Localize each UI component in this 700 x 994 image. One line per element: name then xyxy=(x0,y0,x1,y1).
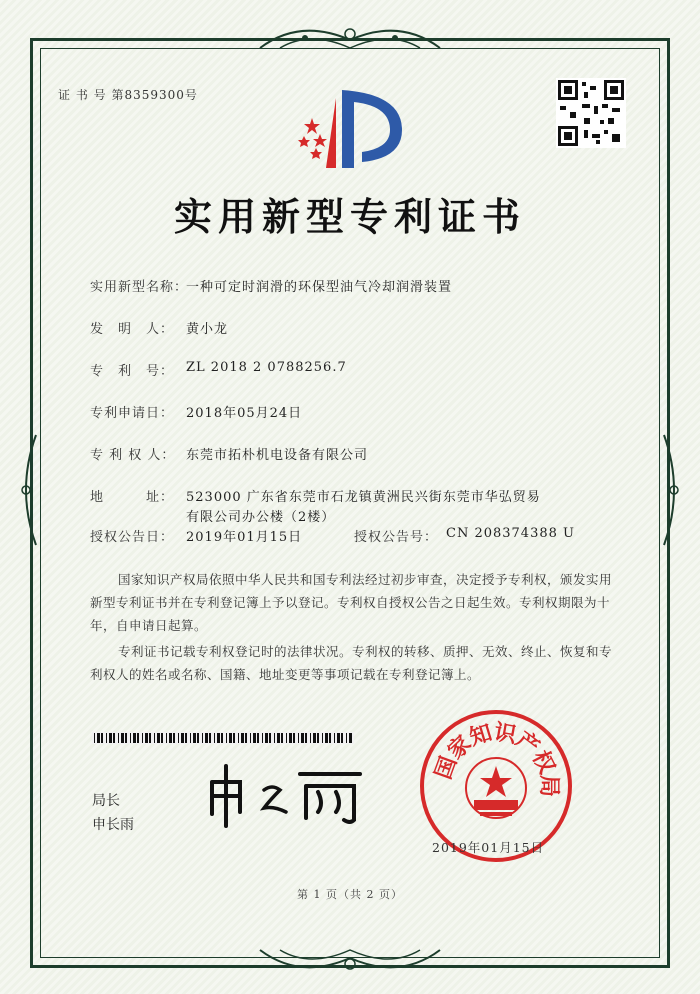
inventor-label: 发 明 人： xyxy=(90,322,175,337)
filing-date-label: 专利申请日： xyxy=(90,406,175,421)
patent-office-logo xyxy=(290,88,410,170)
bottom-ornament xyxy=(250,940,450,980)
certificate-number: 证 书 号 第8359300号 xyxy=(58,88,198,102)
signatory-name: 申长雨 xyxy=(92,817,134,833)
patentee-label: 专 利 权 人： xyxy=(90,448,176,463)
page-indicator: 第 1 页（共 2 页） xyxy=(297,888,403,901)
address-value-line1: 523000 广东省东莞市石龙镇黄洲民兴街东莞市华弘贸易 xyxy=(186,490,541,505)
signatory-title: 局长 xyxy=(92,793,120,809)
patent-number-label: 专 利 号： xyxy=(90,364,175,379)
legal-paragraph-2: 专利证书记载专利权登记时的法律状况。专利权的转移、质押、无效、终止、恢复和专利权人的姓名或名称、国籍、地址变更等事项记载在专利登记簿上。 xyxy=(90,644,613,682)
inventor-value: 黄小龙 xyxy=(186,322,229,337)
left-ornament xyxy=(14,430,44,550)
seal-date: 2019年01月15日 xyxy=(432,840,545,855)
address-value-line2: 有限公司办公楼（2楼） xyxy=(186,510,336,525)
svg-text:识: 识 xyxy=(492,720,519,749)
svg-text:国: 国 xyxy=(431,753,463,783)
utility-model-name-label: 实用新型名称： xyxy=(90,280,189,295)
patentee-value: 东莞市拓朴机电设备有限公司 xyxy=(186,448,369,463)
grant-date-label: 授权公告日： xyxy=(90,530,175,545)
svg-text:产: 产 xyxy=(511,727,544,761)
grant-date-value: 2019年01月15日 xyxy=(186,530,303,545)
svg-text:家: 家 xyxy=(443,731,477,765)
certificate-title: 实用新型专利证书 xyxy=(173,195,526,239)
address-label: 地 址： xyxy=(90,490,175,505)
handwritten-signature xyxy=(200,760,370,830)
grant-number-value: CN 208374388 U xyxy=(446,526,575,541)
svg-text:局: 局 xyxy=(536,774,561,798)
svg-text:权: 权 xyxy=(526,747,560,778)
svg-text:知: 知 xyxy=(466,720,496,751)
grant-number-label: 授权公告号： xyxy=(354,530,439,545)
legal-paragraph-1: 国家知识产权局依照中华人民共和国专利法经过初步审查，决定授予专利权，颁发实用新型专利证书并在专利登记簿上予以登记。专利权自授权公告之日起生效。专利权期限为十年，自申请日起算。 xyxy=(90,572,613,633)
patent-number-value: ZL 2018 2 0788256.7 xyxy=(186,360,347,375)
utility-model-name-value: 一种可定时润滑的环保型油气冷却润滑装置 xyxy=(186,280,453,295)
barcode xyxy=(92,732,354,744)
filing-date-value: 2018年05月24日 xyxy=(186,406,303,421)
right-ornament xyxy=(656,430,686,550)
qr-code xyxy=(556,78,626,148)
top-ornament xyxy=(250,18,450,58)
